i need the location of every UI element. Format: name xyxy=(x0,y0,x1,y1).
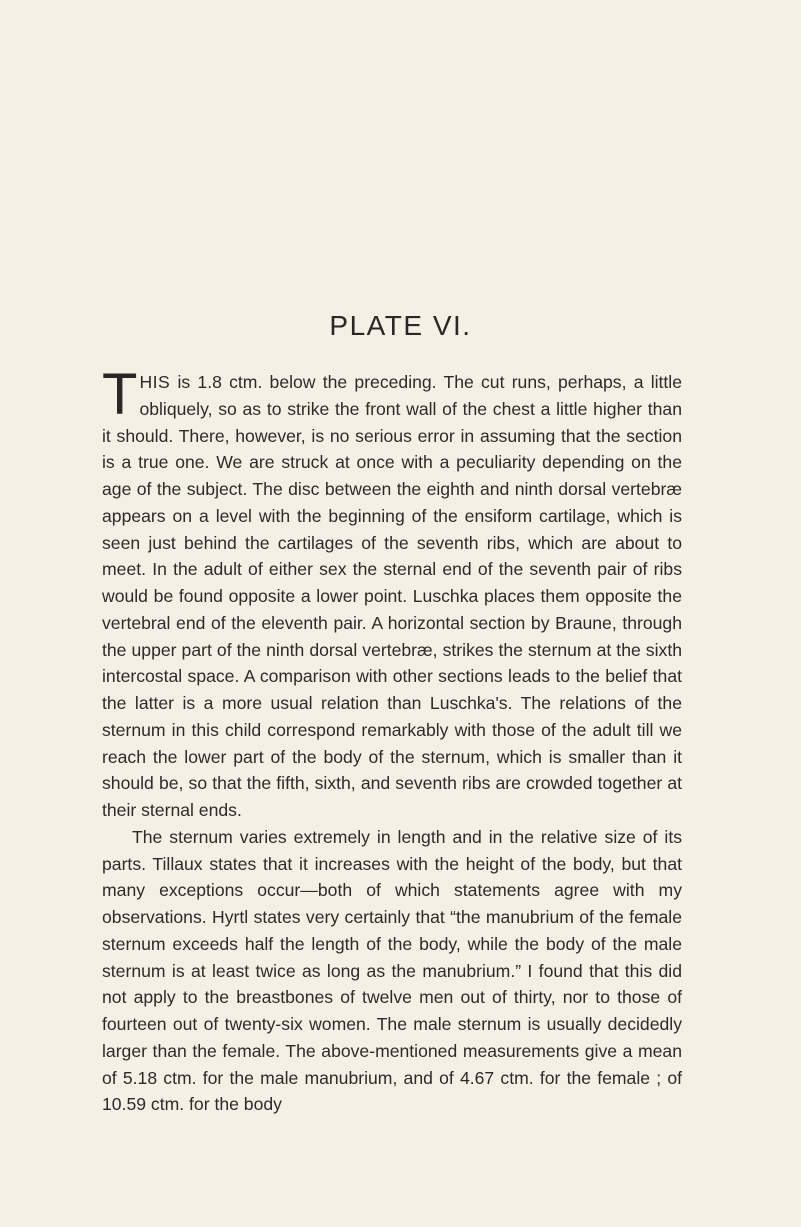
paragraph-1-text: is 1.8 ctm. below the preceding. The cut runs, perhaps, a little obliquely, so as to strike the front wall of the chest a little higher than it should. There, however, is no serious error in assuming that the section is a true one. We are struck at once with a peculiarity depending on the age of the subject. The disc between the eighth and ninth dorsal vertebræ appears on a level with the beginning of the ensiform cartilage, which is seen just behind the cartilages of the seventh ribs, which are about to meet. In the adult of either sex the sternal end of the seventh pair of ribs would be found opposite a lower point. Luschka places them opposite the vertebral end of the eleventh pair. A horizontal section by Braune, through the upper part of the ninth dorsal vertebræ, strikes the sternum at the sixth intercostal space. A comparison with other sections leads to the belief that the latter is a more usual relation than Luschka's. The relations of the sternum in this child correspond remarkably with those of the adult till we reach the lower part of the body of the sternum, which is smaller than it should be, so that the fifth, sixth, and seventh ribs are crowded together at their sternal ends. xyxy=(102,372,682,820)
plate-title: PLATE VI. xyxy=(329,310,472,341)
first-word-rest: HIS xyxy=(139,372,171,392)
drop-cap: T xyxy=(102,362,138,427)
body-text xyxy=(102,362,682,1118)
paragraph-2: The sternum varies extremely in length and in the relative size of its parts. Tillaux states that it increases with the height of the body, but that many exceptions occur—both of which statements agree with my observations. Hyrtl states very certainly that “the manubrium of the female sternum exceeds half the length of the body, while the body of the male sternum is at least twice as long as the manubrium.” I found that this did not apply to the breastbones of twelve men out of thirty, nor to those of fourteen out of twenty-six women. The male sternum is usually decidedly larger than the female. The above-mentioned measurements give a mean of 5.18 ctm. for the male manubrium, and of 4.67 ctm. for the female ; of 10.59 ctm. for the body xyxy=(102,826,682,1115)
paragraph-1 xyxy=(102,362,682,824)
